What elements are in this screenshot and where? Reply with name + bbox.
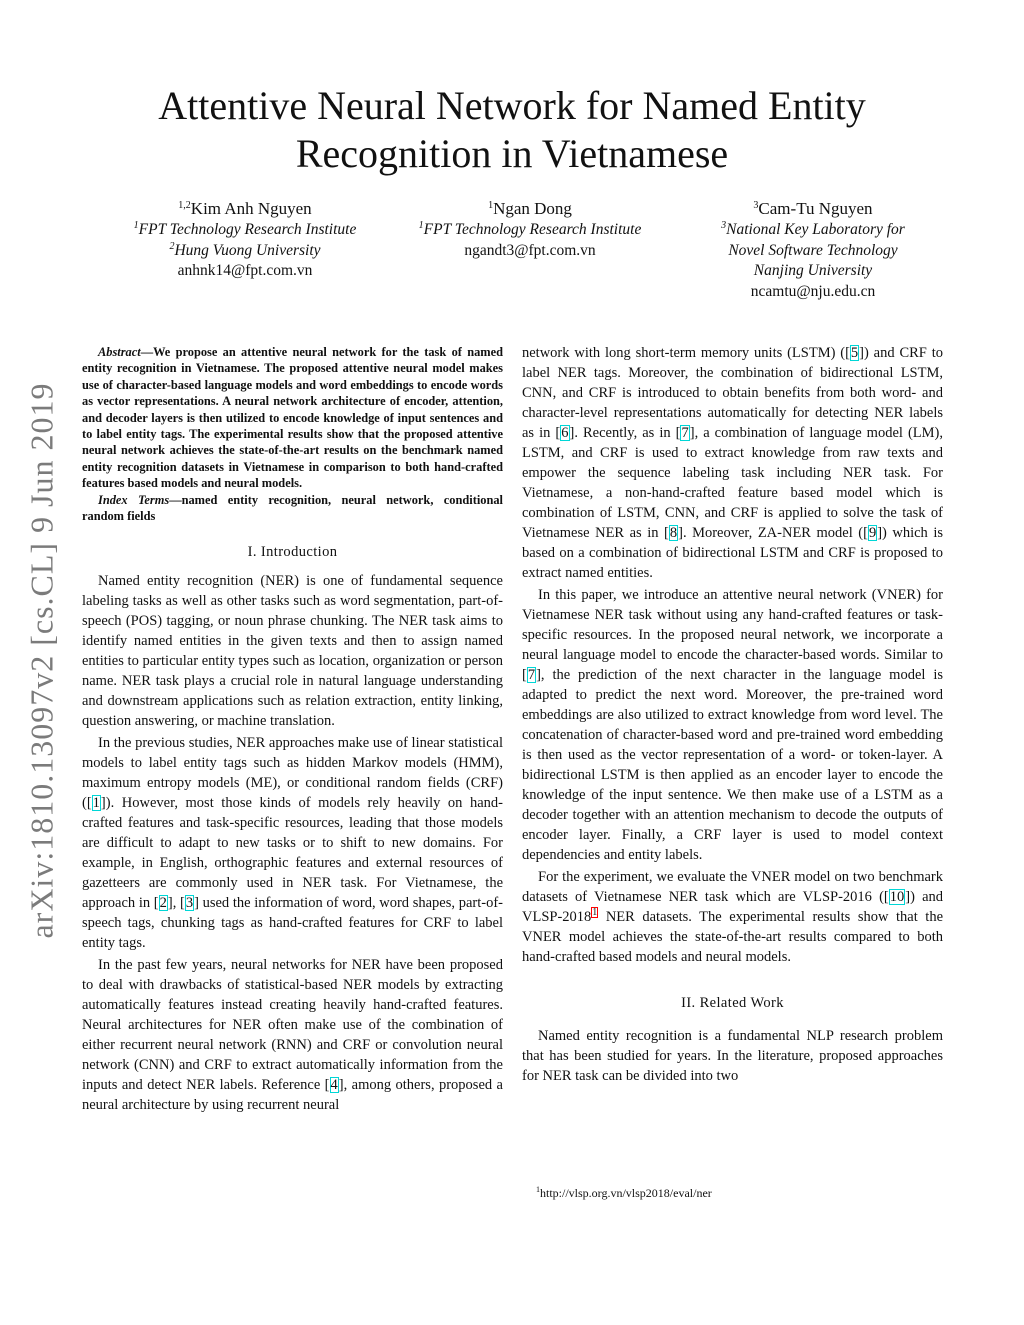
intro-p3-text-b: ], among others, proposed a neural architecture by using recurrent neural: [82, 1077, 503, 1114]
author-3-affiliation-1b: Novel Software Technology: [728, 241, 898, 259]
author-block-2: [397, 198, 663, 261]
citation-link[interactable]: 5: [850, 345, 859, 361]
footnote-mark: 1: [536, 1185, 540, 1194]
author-1-superscript: 1,2: [178, 200, 191, 211]
citation-link[interactable]: 4: [330, 1077, 338, 1094]
section-heading-introduction: I. Introduction: [247, 544, 338, 561]
right-p1-text-b: ]) and CRF to label NER tags. Moreover, the combination of bidirectional LSTM, CNN, and CRF is introduced to obtain benefits from both word- and character-level representations automatically for detecting NER labels as in [: [522, 345, 943, 441]
author-1-email: anhnk14@fpt.com.vn: [177, 262, 313, 280]
citation-link[interactable]: 6: [561, 425, 569, 441]
intro-p2-text-d: ] used the information of word, word shapes, part-of-speech tags, chunking tags as hand-crafted features for CRF to label entity tags.: [82, 895, 503, 952]
author-2-name: Ngan Dong: [493, 199, 572, 218]
right-p3-text-c: NER datasets. The experimental results show that the VNER model achieves the state-of-the-art results compared to both hand-crafted based models and neural models.: [522, 909, 943, 965]
abstract-label: Abstract: [98, 345, 141, 359]
right-p1-text-d: ], a combination of language model (LM), LSTM, and CRF is used to extract knowledge from raw texts and empower the sequence labeling task including NER task. For Vietnamese, a non-hand-crafted feature based model which is combination of LSTM, CNN, and CRF is applied to solve the task of Vietnamese NER as in [: [522, 425, 943, 541]
index-terms-text: —named entity recognition, neural network, conditional random fields: [82, 492, 503, 524]
right-p1-text-e: ]. Moreover, ZA-NER model ([: [678, 525, 868, 541]
author-block-1: [112, 198, 378, 282]
citation-link[interactable]: 9: [868, 525, 877, 541]
author-2-affiliation-1: FPT Technology Research Institute: [423, 221, 642, 238]
author-1-name: Kim Anh Nguyen: [190, 199, 312, 218]
intro-paragraph-3-continued: [522, 343, 943, 583]
author-block-3: [680, 198, 946, 302]
intro-p2-text-b: ]). However, most those kinds of models rely heavily on hand-crafted features and task-specific resources, leading that those models are difficult to adapt to new tasks or to shift to new domains. For example, in English, orthographic features and external resources of gazetteers are commonly used in NER task. For Vietnamese, the approach in [: [82, 795, 503, 912]
intro-p2-text-c: ], [: [167, 895, 185, 912]
paper-title: [100, 82, 924, 178]
abstract: [82, 344, 503, 492]
citation-link[interactable]: 7: [527, 667, 536, 683]
author-3-aff1-superscript: 3: [721, 220, 727, 231]
author-3-affiliation-1: National Key Laboratory for: [726, 221, 905, 238]
arxiv-identifier-stamp: [22, 380, 62, 940]
right-p3-text-a: For the experiment, we evaluate the VNER model on two benchmark datasets of Vietnamese NER task which are VLSP-2016 ([: [522, 869, 943, 905]
author-3-email: ncamtu@nju.edu.cn: [750, 282, 876, 300]
right-p3-text-b: ]) and VLSP-2018: [522, 889, 944, 925]
right-p2-text-b: ], the prediction of the next character in the language model is adapted to predict the next word. Moreover, the pre-trained word embeddings are also utilized to extract knowledge from word level. The concatenation of character-based word and pre-trained word embedding is then used as the vector representation of a word- or token-layer. A bidirectional LSTM is then applied as an encoder layer to encode the knowledge of the input sentence. We then make use of a LSTM as a decoder together with an attention mechanism to decode the outputs of encoder layer. Finally, a CRF layer is used to model context dependencies and entity labels.: [522, 667, 943, 863]
section-heading-related-work: II. Related Work: [681, 995, 784, 1011]
author-1-aff2-superscript: 2: [169, 240, 175, 252]
right-p1-text-f: ]) which is based on a combination of bidirectional LSTM and CRF is proposed to extract named entities.: [522, 525, 943, 581]
index-terms-label: Index Terms: [98, 492, 170, 507]
author-3-affiliation-1c: Nanjing University: [753, 262, 873, 280]
intro-p2-text-a: In the previous studies, NER approaches make use of linear statistical models to label entity tags such as hidden Markov models (HMM), maximum entropy models (ME), or conditional random fields (CRF) ([: [82, 735, 503, 812]
intro-paragraph-3: [82, 955, 503, 1115]
citation-link[interactable]: 2: [159, 895, 167, 912]
author-3-name: Cam-Tu Nguyen: [758, 199, 873, 218]
intro-paragraph-5: [522, 867, 943, 967]
title-line-1: Attentive Neural Network for Named Entity: [158, 83, 866, 128]
citation-link[interactable]: 1: [92, 795, 100, 812]
footnote: [536, 1186, 936, 1201]
right-p1-text-c: ]. Recently, as in [: [569, 425, 681, 441]
right-p1-text-a: network with long short-term memory units (LSTM) ([: [522, 345, 850, 361]
footnote-link[interactable]: 1: [592, 907, 598, 918]
author-2-superscript: 1: [488, 200, 494, 211]
author-3-superscript: 3: [753, 200, 759, 211]
right-p2-text-a: In this paper, we introduce an attentive neural network (VNER) for Vietnamese NER task without using any hand-crafted features or task-specific resources. In the proposed neural network, we incorporate a neural language model to encode the character-based words. Similar to [: [522, 587, 943, 683]
author-1-affiliation-2: Hung Vuong University: [174, 241, 321, 259]
author-1-aff1-superscript: 1: [133, 220, 139, 231]
citation-link[interactable]: 10: [889, 889, 905, 905]
intro-paragraph-1: Named entity recognition (NER) is one of fundamental sequence labeling tasks as well as other tasks such as word segmentation, part-of-speech (POS) tagging, or noun phrase chunking. The NER task aims to identify named entities in the given texts and then to assign named entities to particular entity types such as location, organization or person name. NER task plays a crucial role in natural language understanding and downstream applications such as relation extraction, entity linking, question answering, or machine translation.: [82, 573, 503, 730]
related-work-paragraph-1: Named entity recognition is a fundamental NLP research problem that has been studied for years. In the literature, proposed approaches for NER task can be divided into two: [522, 1028, 943, 1084]
abstract-text: —We propose an attentive neural network for the task of named entity recognition in Vietnamese. The proposed attentive neural model makes use of character-based language models and word embeddings to encode words as vector representations. A neural network architecture of encoder, attention, and decoder layers is then utilized to encode knowledge of input sentences and to label entity tags. The experimental results show that the proposed attentive neural network achieves the state-of-the-art results on the benchmark named entity recognition datasets in Vietnamese in comparison to both hand-crafted features based models and neural models.: [82, 345, 503, 491]
left-column: [82, 344, 503, 1115]
author-2-email: ngandt3@fpt.com.vn: [464, 241, 596, 259]
title-line-2: Recognition in Vietnamese: [295, 131, 729, 176]
right-column: [522, 343, 943, 1086]
footnote-url[interactable]: http://vlsp.org.vn/vlsp2018/eval/ner: [540, 1186, 712, 1200]
citation-link[interactable]: 3: [185, 895, 194, 912]
author-2-aff1-superscript: 1: [418, 220, 424, 231]
citation-link[interactable]: 7: [681, 425, 689, 441]
intro-p3-text-a: In the past few years, neural networks for NER have been proposed to deal with drawbacks of statistical-based NER models by extracting automatically features instead creating heavily hand-crafted features. Neural architectures for NER often make use of the combination of either recurrent neural network (RNN) and CRF or convolution neural network (CNN) and CRF to extract automatically information from the inputs and detect NER labels. Reference [: [82, 957, 503, 1094]
index-terms: [82, 492, 503, 525]
intro-paragraph-4: [522, 585, 943, 865]
arxiv-identifier-text: arXiv:1810.13097v2 [cs.CL] 9 Jun 2019: [23, 381, 60, 939]
citation-link[interactable]: 8: [669, 525, 678, 541]
author-1-affiliation-1: FPT Technology Research Institute: [138, 221, 357, 238]
intro-paragraph-2: [82, 733, 503, 953]
